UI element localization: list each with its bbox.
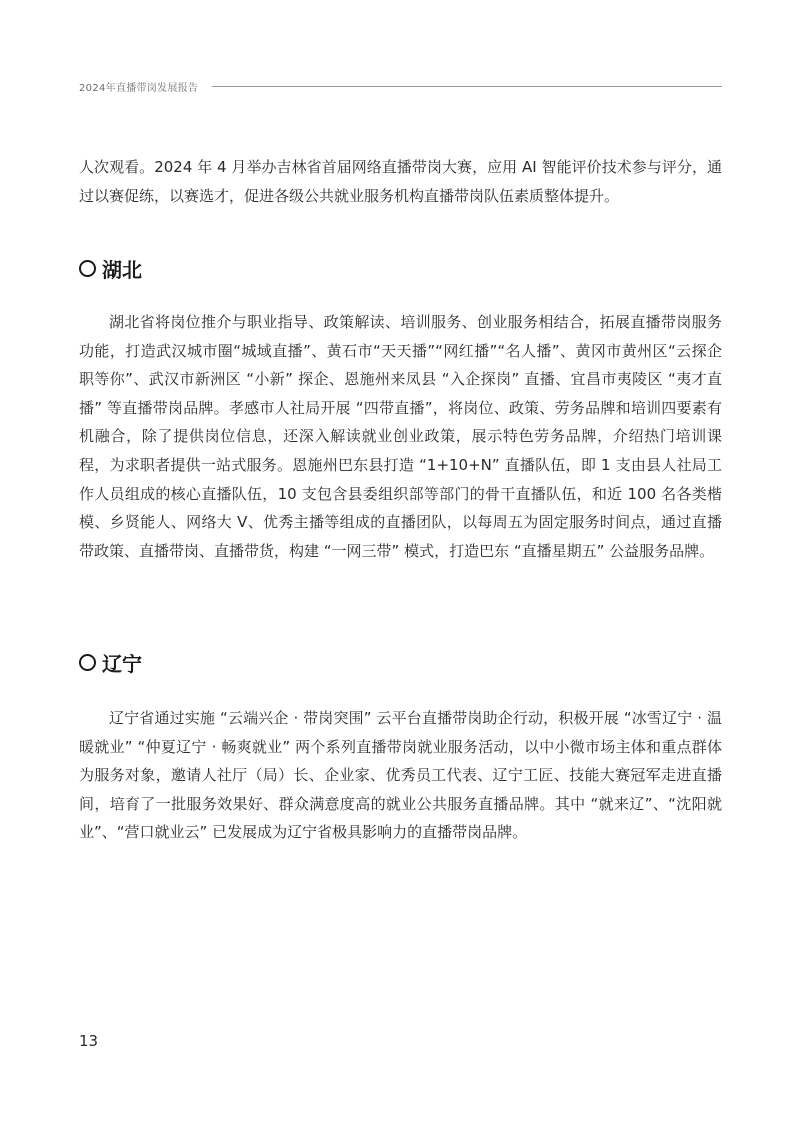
circle-bullet-icon [79, 260, 96, 277]
page-header [79, 76, 722, 96]
section-heading-liaoning [79, 647, 142, 677]
section-heading-text: 湖北 [102, 257, 142, 282]
liaoning-paragraph: 辽宁省通过实施 “云端兴企 · 带岗突围” 云平台直播带岗助企行动，积极开展 “冰雪辽宁 · 温暖就业” “仲夏辽宁 · 畅爽就业” 两个系列直播带岗就业服务活动，以中小微市场主体和重点群体为服务对象，邀请人社厅（局）长、企业家、优秀员工代表、辽宁工匠、技能大赛冠军走进直播间，培育了一批服务效果好、群众满意度高的就业公共服务直播品牌。其中 “就来辽”、“沈阳就业”、“营口就业云” 已发展成为辽宁省极具影响力的直播带岗品牌。 [79, 709, 722, 842]
section-heading-hubei [79, 253, 142, 283]
page-number: 13 [79, 1032, 99, 1050]
hubei-paragraph: 湖北省将岗位推介与职业指导、政策解读、培训服务、创业服务相结合，拓展直播带岗服务功能，打造武汉城市圈“城域直播”、黄石市“天天播”“网红播”“名人播”、黄冈市黄州区“云探企 职等你”、武汉市新洲区 “小新” 探企、恩施州来凤县 “入企探岗” 直播、宜昌市夷陵区 “夷才直播” 等直播带岗品牌。孝感市人社局开展 “四带直播”，将岗位、政策、劳务品牌和培训四要素有机融合，除了提供岗位信息，还深入解读就业创业政策，展示特色劳务品牌，介绍热门培训课程，为求职者提供一站式服务。恩施州巴东县打造 “1+10+N” 直播队伍，即 1 支由县人社局工作人员组成的核心直播队伍，10 支包含县委组织部等部门的骨干直播队伍，和近 100 名各类楷模、乡贤能人、网络大 V、优秀主播等组成的直播团队，以每周五为固定服务时间点，通过直播带政策、直播带岗、直播带货，构建 “一网三带” 模式，打造巴东 “直播星期五” 公益服务品牌。 [79, 313, 722, 560]
header-title: 2024年直播带岗发展报告 [79, 82, 199, 94]
circle-bullet-icon [79, 654, 96, 671]
section-heading-text: 辽宁 [102, 651, 142, 676]
intro-paragraph: 人次观看。2024 年 4 月举办吉林省首届网络直播带岗大赛，应用 AI 智能评价技术参与评分，通过以赛促练，以赛选才，促进各级公共就业服务机构直播带岗队伍素质整体提升。 [79, 158, 722, 205]
header-divider [212, 86, 722, 87]
